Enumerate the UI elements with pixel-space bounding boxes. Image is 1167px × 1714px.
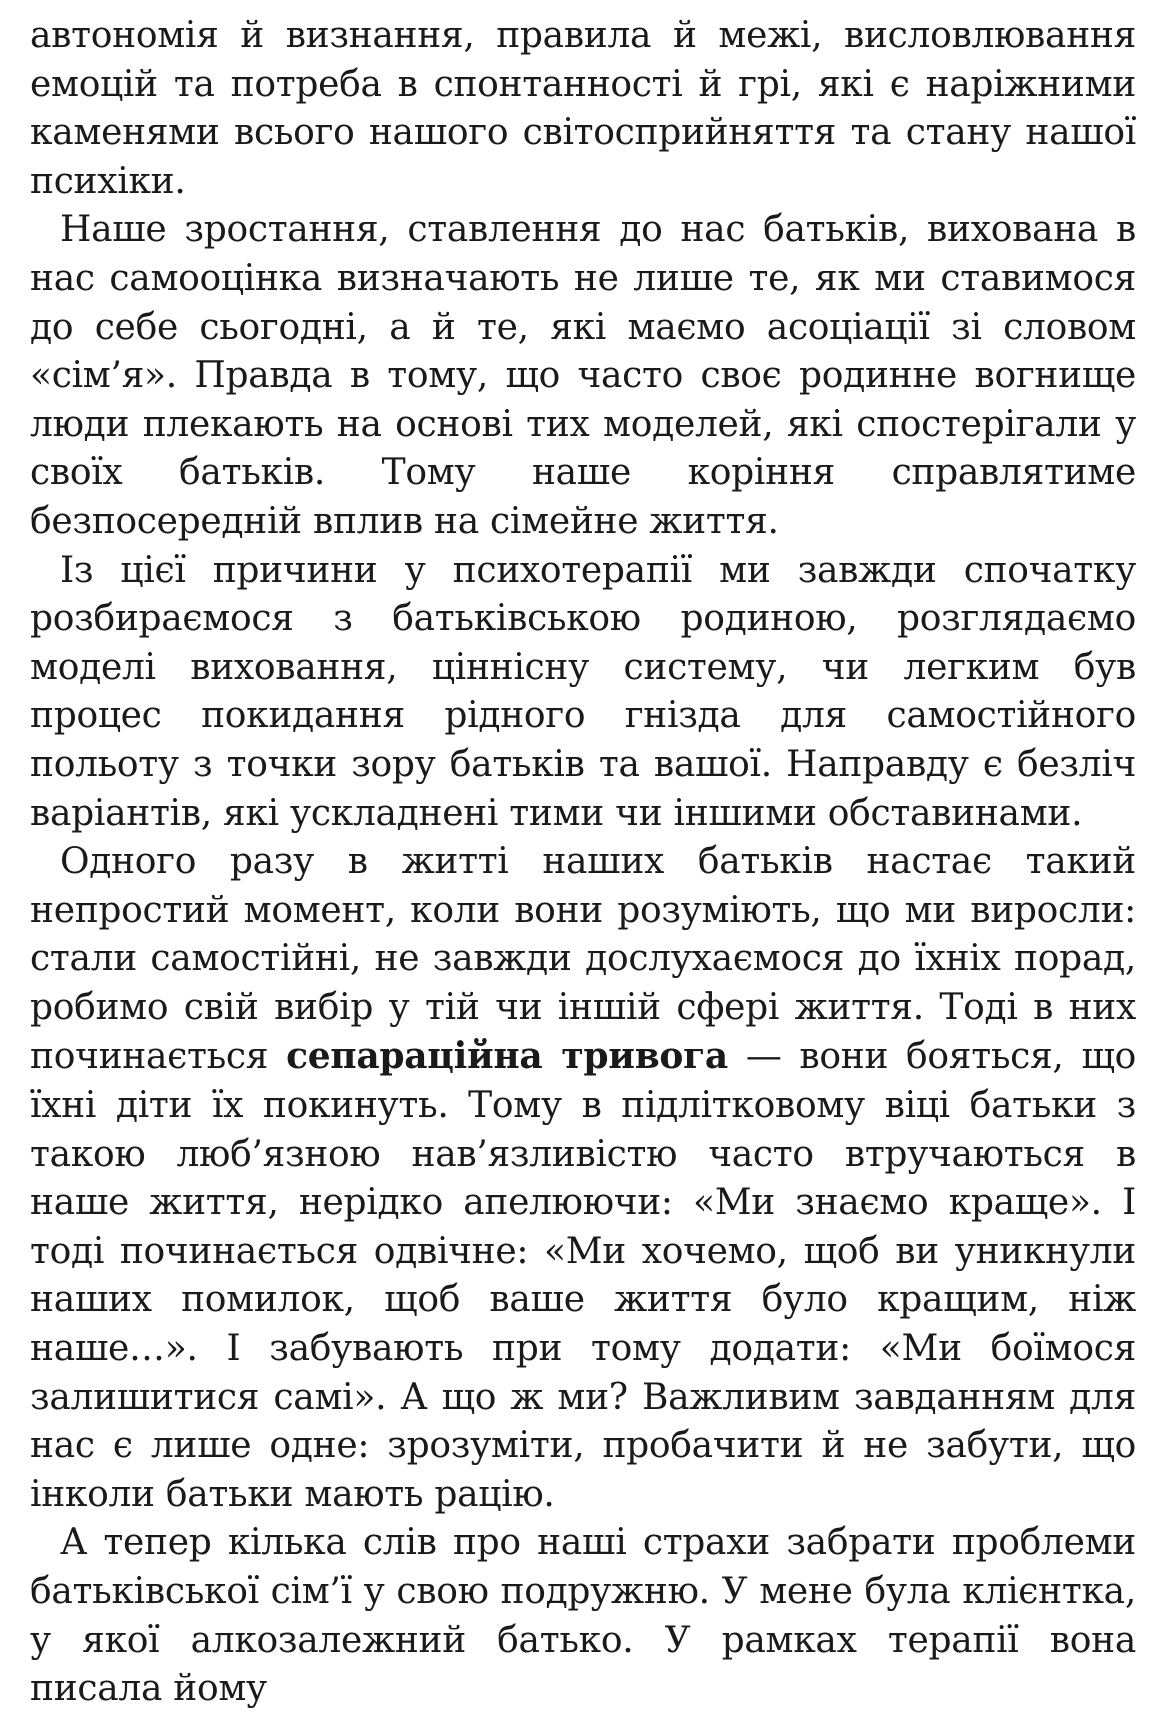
paragraph-3: Із цієї причини у психотерапії ми завжди спочатку розбираємося з батьківською родиною, розглядаємо моделі виховання, ціннісну систему, чи легким був процес покидання рідного гнізда для самостійного польоту з точки зору батьків та вашої. Направду є безліч варіантів, які ускладнені тими чи іншими обставинами. [30, 549, 1136, 834]
paragraph-4-end: — вони бояться, що їхні діти їх покинуть. Тому в підлітковому віці батьки з такою люб’язною нав’язливістю часто втручаються в наше життя, нерідко апелюючи: «Ми знаємо краще». І тоді починається одвічне: «Ми хочемо, щоб ви уникнули наших помилок, щоб ваше життя було кращим, ніж наше…». І забувають при тому додати: «Ми боїмося залишитися самі». А що ж ми? Важливим завданням для нас є лише одне: зрозуміти, пробачити й не забути, що інколи батьки мають рацію. [30, 1036, 1136, 1515]
paragraph-4 [30, 838, 1136, 1519]
paragraph-4-start: Одного разу в житті наших батьків настає такий непростий момент, коли вони розуміють, що ми виросли: стали самостійні, не завжди дослухаємося до їхніх порад, робимо свій вибір у тій чи іншій сфері життя. Тоді в них починається [30, 841, 1136, 1078]
book-page [30, 12, 1136, 1714]
bold-term-separation-anxiety: сепараційна тривога [286, 1035, 728, 1078]
paragraph-1: автономія й визнання, правила й межі, висловлювання емоцій та потреба в спонтанності й грі, які є наріжними каменями всього нашого світосприйняття та стану нашої психіки. [30, 15, 1136, 202]
paragraph-5: А тепер кілька слів про наші страхи забрати проблеми батьківської сім’ї у свою подружню. У мене була клієнтка, у якої алкозалежний батько. У рамках терапії вона писала йому [30, 1522, 1136, 1710]
paragraph-2: Наше зростання, ставлення до нас батьків, вихована в нас самооцінка визначають не лише те, як ми ставимося до себе сьогодні, а й те, які маємо асоціації зі словом «сім’я». Правда в тому, що часто своє родинне вогнище люди плекають на основі тих моделей, які спостерігали у своїх батьків. Тому наше коріння справлятиме безпосередній вплив на сімейне життя. [30, 209, 1136, 542]
